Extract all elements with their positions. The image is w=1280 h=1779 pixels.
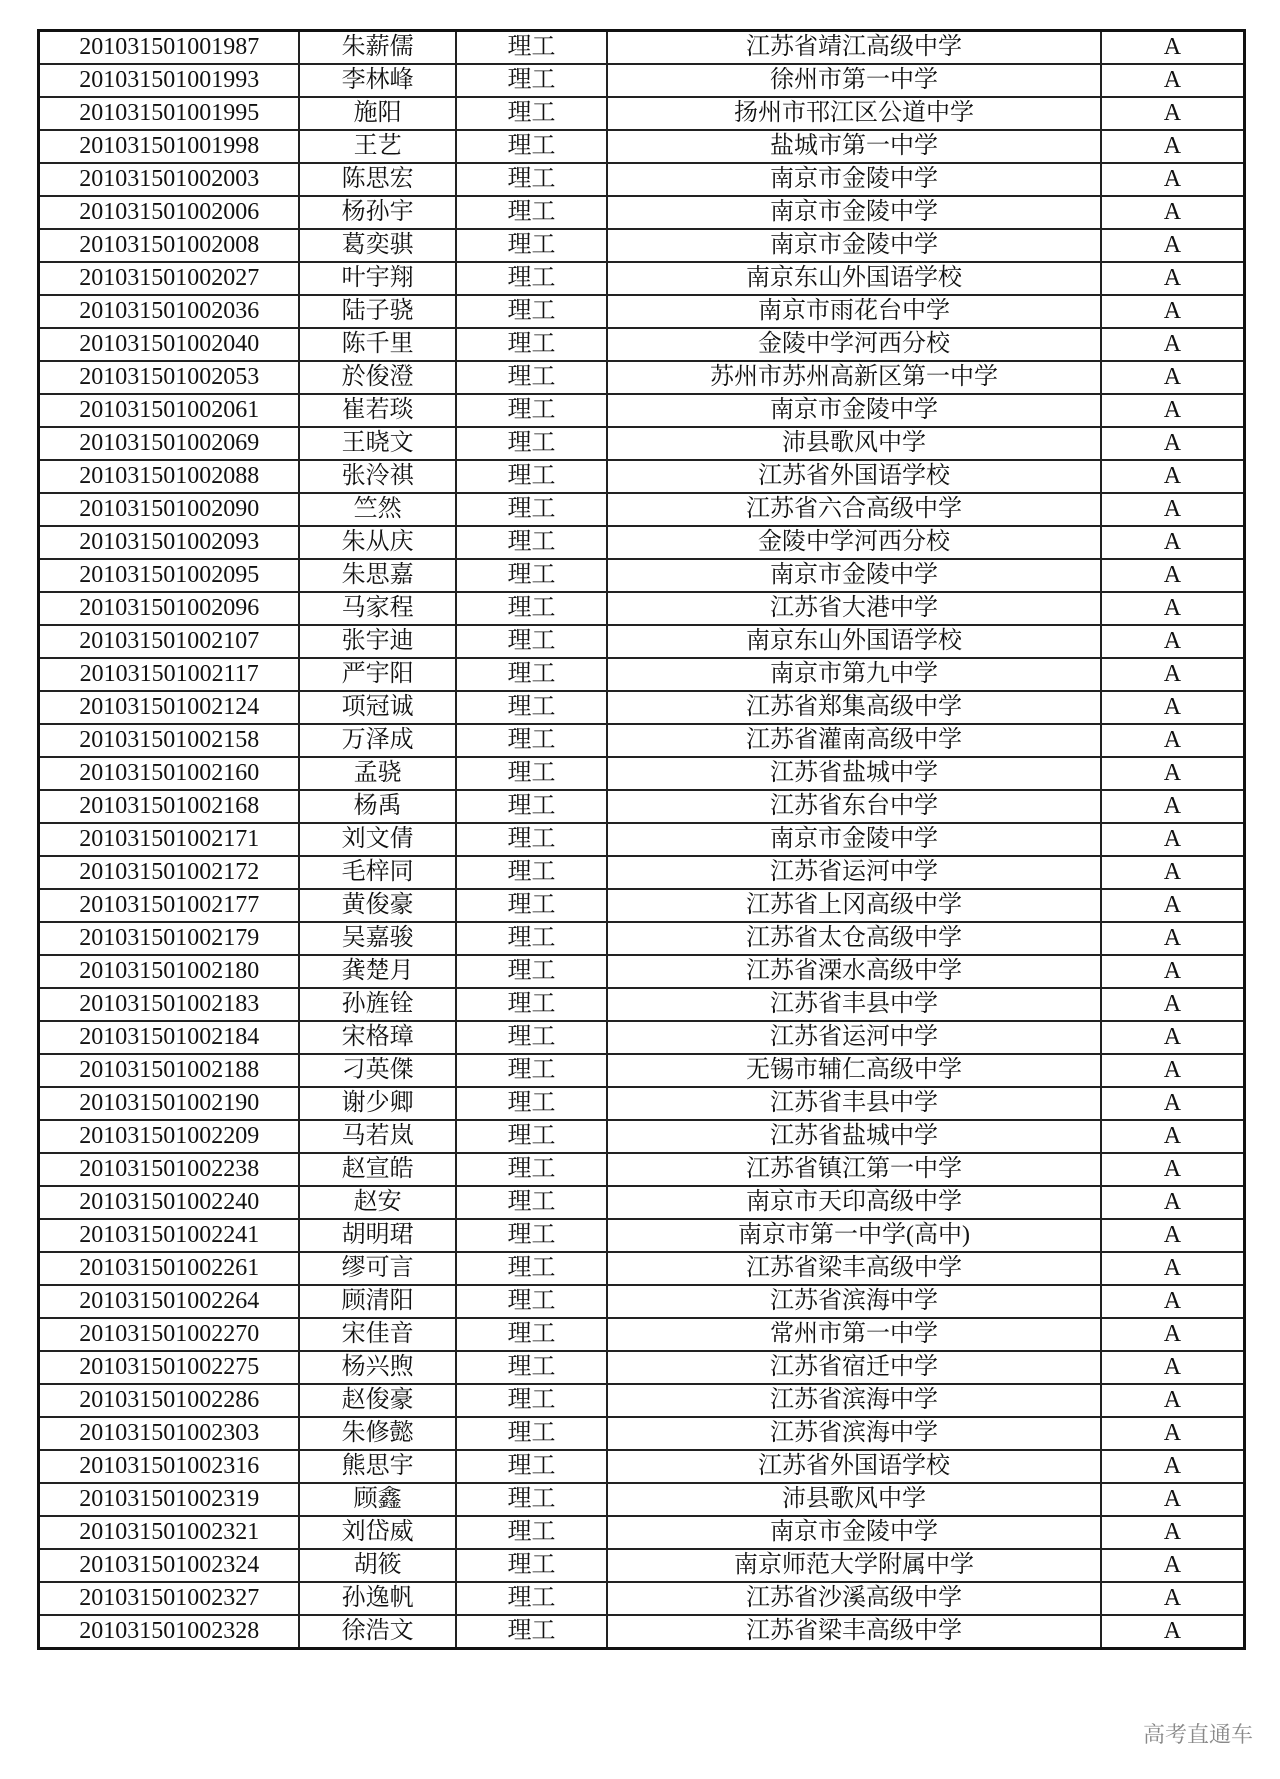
table-row <box>39 1318 1245 1351</box>
school-cell: 江苏省宿迁中学 <box>607 1351 1101 1384</box>
grade-cell: A <box>1101 1087 1245 1120</box>
student-name-cell: 孟骁 <box>299 757 455 790</box>
exam-id-cell: 201031501002241 <box>39 1219 300 1252</box>
table-row <box>39 922 1245 955</box>
grade-cell: A <box>1101 1186 1245 1219</box>
grade-cell: A <box>1101 1384 1245 1417</box>
table-row <box>39 625 1245 658</box>
school-cell: 江苏省滨海中学 <box>607 1384 1101 1417</box>
table-row <box>39 130 1245 163</box>
category-cell: 理工 <box>456 1516 607 1549</box>
table-row <box>39 856 1245 889</box>
grade-cell: A <box>1101 64 1245 97</box>
school-cell: 南京市金陵中学 <box>607 1516 1101 1549</box>
exam-id-cell: 201031501002328 <box>39 1615 300 1649</box>
exam-id-cell: 201031501002088 <box>39 460 300 493</box>
exam-id-cell: 201031501001995 <box>39 97 300 130</box>
grade-cell: A <box>1101 592 1245 625</box>
school-cell: 江苏省外国语学校 <box>607 1450 1101 1483</box>
category-cell: 理工 <box>456 1450 607 1483</box>
school-cell: 南京东山外国语学校 <box>607 625 1101 658</box>
student-name-cell: 王艺 <box>299 130 455 163</box>
grade-cell: A <box>1101 97 1245 130</box>
exam-id-cell: 201031501002090 <box>39 493 300 526</box>
category-cell: 理工 <box>456 1351 607 1384</box>
student-name-cell: 熊思宇 <box>299 1450 455 1483</box>
category-cell: 理工 <box>456 988 607 1021</box>
exam-id-cell: 201031501002184 <box>39 1021 300 1054</box>
exam-id-cell: 201031501002095 <box>39 559 300 592</box>
student-name-cell: 万泽成 <box>299 724 455 757</box>
school-cell: 南京市金陵中学 <box>607 823 1101 856</box>
grade-cell: A <box>1101 1219 1245 1252</box>
table-row <box>39 1120 1245 1153</box>
grade-cell: A <box>1101 1549 1245 1582</box>
category-cell: 理工 <box>456 1087 607 1120</box>
category-cell: 理工 <box>456 691 607 724</box>
category-cell: 理工 <box>456 1483 607 1516</box>
grade-cell: A <box>1101 691 1245 724</box>
grade-cell: A <box>1101 889 1245 922</box>
table-row <box>39 361 1245 394</box>
exam-id-cell: 201031501002327 <box>39 1582 300 1615</box>
exam-id-cell: 201031501002093 <box>39 526 300 559</box>
student-name-cell: 陈千里 <box>299 328 455 361</box>
category-cell: 理工 <box>456 361 607 394</box>
category-cell: 理工 <box>456 1186 607 1219</box>
category-cell: 理工 <box>456 1285 607 1318</box>
student-name-cell: 朱思嘉 <box>299 559 455 592</box>
school-cell: 江苏省东台中学 <box>607 790 1101 823</box>
grade-cell: A <box>1101 295 1245 328</box>
category-cell: 理工 <box>456 526 607 559</box>
exam-id-cell: 201031501002180 <box>39 955 300 988</box>
table-row <box>39 31 1245 65</box>
table-row <box>39 757 1245 790</box>
table-row <box>39 592 1245 625</box>
student-name-cell: 朱从庆 <box>299 526 455 559</box>
exam-id-cell: 201031501002107 <box>39 625 300 658</box>
grade-cell: A <box>1101 163 1245 196</box>
school-cell: 常州市第一中学 <box>607 1318 1101 1351</box>
exam-id-cell: 201031501002008 <box>39 229 300 262</box>
school-cell: 江苏省上冈高级中学 <box>607 889 1101 922</box>
watermark: 高考直通车 <box>1143 1723 1254 1748</box>
table-row <box>39 1417 1245 1450</box>
student-name-cell: 竺然 <box>299 493 455 526</box>
exam-id-cell: 201031501002238 <box>39 1153 300 1186</box>
school-cell: 盐城市第一中学 <box>607 130 1101 163</box>
category-cell: 理工 <box>456 130 607 163</box>
exam-id-cell: 201031501002179 <box>39 922 300 955</box>
category-cell: 理工 <box>456 658 607 691</box>
student-name-cell: 宋格璋 <box>299 1021 455 1054</box>
grade-cell: A <box>1101 1483 1245 1516</box>
student-name-cell: 胡明珺 <box>299 1219 455 1252</box>
table-row <box>39 493 1245 526</box>
table-row <box>39 229 1245 262</box>
grade-cell: A <box>1101 328 1245 361</box>
category-cell: 理工 <box>456 1120 607 1153</box>
school-cell: 苏州市苏州高新区第一中学 <box>607 361 1101 394</box>
category-cell: 理工 <box>456 559 607 592</box>
student-name-cell: 葛奕骐 <box>299 229 455 262</box>
student-name-cell: 马家程 <box>299 592 455 625</box>
grade-cell: A <box>1101 394 1245 427</box>
school-cell: 江苏省梁丰高级中学 <box>607 1252 1101 1285</box>
category-cell: 理工 <box>456 64 607 97</box>
table-row <box>39 724 1245 757</box>
school-cell: 无锡市辅仁高级中学 <box>607 1054 1101 1087</box>
school-cell: 江苏省盐城中学 <box>607 1120 1101 1153</box>
grade-cell: A <box>1101 427 1245 460</box>
school-cell: 江苏省太仓高级中学 <box>607 922 1101 955</box>
exam-id-cell: 201031501002124 <box>39 691 300 724</box>
table-row <box>39 1153 1245 1186</box>
student-name-cell: 吴嘉骏 <box>299 922 455 955</box>
student-name-cell: 王晓文 <box>299 427 455 460</box>
exam-id-cell: 201031501002240 <box>39 1186 300 1219</box>
school-cell: 江苏省外国语学校 <box>607 460 1101 493</box>
table-row <box>39 1516 1245 1549</box>
category-cell: 理工 <box>456 493 607 526</box>
exam-id-cell: 201031501002040 <box>39 328 300 361</box>
grade-cell: A <box>1101 262 1245 295</box>
table-row <box>39 163 1245 196</box>
school-cell: 江苏省郑集高级中学 <box>607 691 1101 724</box>
grade-cell: A <box>1101 790 1245 823</box>
student-name-cell: 杨兴煦 <box>299 1351 455 1384</box>
student-name-cell: 刁英傑 <box>299 1054 455 1087</box>
grade-cell: A <box>1101 31 1245 65</box>
category-cell: 理工 <box>456 97 607 130</box>
category-cell: 理工 <box>456 625 607 658</box>
student-name-cell: 孙逸帆 <box>299 1582 455 1615</box>
school-cell: 江苏省镇江第一中学 <box>607 1153 1101 1186</box>
exam-id-cell: 201031501002117 <box>39 658 300 691</box>
exam-id-cell: 201031501002316 <box>39 1450 300 1483</box>
table-row <box>39 526 1245 559</box>
school-cell: 南京市金陵中学 <box>607 163 1101 196</box>
school-cell: 江苏省运河中学 <box>607 856 1101 889</box>
table-row <box>39 1087 1245 1120</box>
grade-cell: A <box>1101 1252 1245 1285</box>
exam-id-cell: 201031501002321 <box>39 1516 300 1549</box>
table-row <box>39 460 1245 493</box>
grade-cell: A <box>1101 1417 1245 1450</box>
exam-id-cell: 201031501002172 <box>39 856 300 889</box>
category-cell: 理工 <box>456 1384 607 1417</box>
table-row <box>39 196 1245 229</box>
student-name-cell: 於俊澄 <box>299 361 455 394</box>
school-cell: 江苏省梁丰高级中学 <box>607 1615 1101 1649</box>
grade-cell: A <box>1101 922 1245 955</box>
student-name-cell: 陈思宏 <box>299 163 455 196</box>
table-row <box>39 889 1245 922</box>
exam-id-cell: 201031501002303 <box>39 1417 300 1450</box>
grade-cell: A <box>1101 1120 1245 1153</box>
category-cell: 理工 <box>456 229 607 262</box>
category-cell: 理工 <box>456 295 607 328</box>
grade-cell: A <box>1101 229 1245 262</box>
student-name-cell: 杨孙宇 <box>299 196 455 229</box>
category-cell: 理工 <box>456 1318 607 1351</box>
student-name-cell: 叶宇翔 <box>299 262 455 295</box>
category-cell: 理工 <box>456 955 607 988</box>
table-row <box>39 295 1245 328</box>
exam-id-cell: 201031501002270 <box>39 1318 300 1351</box>
exam-id-cell: 201031501002264 <box>39 1285 300 1318</box>
exam-id-cell: 201031501002096 <box>39 592 300 625</box>
grade-cell: A <box>1101 988 1245 1021</box>
category-cell: 理工 <box>456 823 607 856</box>
category-cell: 理工 <box>456 1615 607 1649</box>
grade-cell: A <box>1101 757 1245 790</box>
student-name-cell: 项冠诚 <box>299 691 455 724</box>
table-row <box>39 988 1245 1021</box>
student-name-cell: 赵俊豪 <box>299 1384 455 1417</box>
student-name-cell: 毛梓同 <box>299 856 455 889</box>
exam-id-cell: 201031501002160 <box>39 757 300 790</box>
grade-cell: A <box>1101 1153 1245 1186</box>
exam-id-cell: 201031501002061 <box>39 394 300 427</box>
student-name-cell: 朱修懿 <box>299 1417 455 1450</box>
grade-cell: A <box>1101 724 1245 757</box>
school-cell: 金陵中学河西分校 <box>607 526 1101 559</box>
student-name-cell: 缪可言 <box>299 1252 455 1285</box>
student-name-cell: 严宇阳 <box>299 658 455 691</box>
exam-id-cell: 201031501002190 <box>39 1087 300 1120</box>
category-cell: 理工 <box>456 757 607 790</box>
grade-cell: A <box>1101 1351 1245 1384</box>
school-cell: 南京东山外国语学校 <box>607 262 1101 295</box>
student-name-cell: 刘岱威 <box>299 1516 455 1549</box>
exam-id-cell: 201031501002286 <box>39 1384 300 1417</box>
exam-id-cell: 201031501002261 <box>39 1252 300 1285</box>
student-name-cell: 张泠祺 <box>299 460 455 493</box>
exam-id-cell: 201031501002069 <box>39 427 300 460</box>
exam-id-cell: 201031501002275 <box>39 1351 300 1384</box>
category-cell: 理工 <box>456 1021 607 1054</box>
exam-id-cell: 201031501002177 <box>39 889 300 922</box>
grade-cell: A <box>1101 493 1245 526</box>
table-row <box>39 559 1245 592</box>
school-cell: 江苏省溧水高级中学 <box>607 955 1101 988</box>
grade-cell: A <box>1101 856 1245 889</box>
exam-id-cell: 201031501001993 <box>39 64 300 97</box>
student-name-cell: 顾鑫 <box>299 1483 455 1516</box>
table-row <box>39 1351 1245 1384</box>
table-row <box>39 1252 1245 1285</box>
school-cell: 江苏省滨海中学 <box>607 1417 1101 1450</box>
table-row <box>39 1054 1245 1087</box>
grade-cell: A <box>1101 1582 1245 1615</box>
exam-id-cell: 201031501002171 <box>39 823 300 856</box>
category-cell: 理工 <box>456 1417 607 1450</box>
exam-id-cell: 201031501001987 <box>39 31 300 65</box>
table-row <box>39 1549 1245 1582</box>
grade-cell: A <box>1101 460 1245 493</box>
grade-cell: A <box>1101 658 1245 691</box>
category-cell: 理工 <box>456 262 607 295</box>
exam-id-cell: 201031501002053 <box>39 361 300 394</box>
category-cell: 理工 <box>456 1582 607 1615</box>
school-cell: 南京市雨花台中学 <box>607 295 1101 328</box>
school-cell: 南京市第九中学 <box>607 658 1101 691</box>
student-name-cell: 赵宣皓 <box>299 1153 455 1186</box>
category-cell: 理工 <box>456 856 607 889</box>
grade-cell: A <box>1101 1516 1245 1549</box>
exam-id-cell: 201031501002183 <box>39 988 300 1021</box>
table-row <box>39 823 1245 856</box>
student-name-cell: 朱薪儒 <box>299 31 455 65</box>
student-name-cell: 赵安 <box>299 1186 455 1219</box>
grade-cell: A <box>1101 625 1245 658</box>
exam-id-cell: 201031501002036 <box>39 295 300 328</box>
student-name-cell: 张宇迪 <box>299 625 455 658</box>
school-cell: 江苏省灌南高级中学 <box>607 724 1101 757</box>
category-cell: 理工 <box>456 427 607 460</box>
school-cell: 江苏省沙溪高级中学 <box>607 1582 1101 1615</box>
table-row <box>39 691 1245 724</box>
grade-cell: A <box>1101 1021 1245 1054</box>
grade-cell: A <box>1101 1450 1245 1483</box>
student-name-cell: 崔若琰 <box>299 394 455 427</box>
table-row <box>39 1615 1245 1649</box>
category-cell: 理工 <box>456 1549 607 1582</box>
table-row <box>39 790 1245 823</box>
student-name-cell: 黄俊豪 <box>299 889 455 922</box>
school-cell: 南京市金陵中学 <box>607 559 1101 592</box>
exam-id-cell: 201031501002324 <box>39 1549 300 1582</box>
school-cell: 江苏省盐城中学 <box>607 757 1101 790</box>
student-name-cell: 龚楚月 <box>299 955 455 988</box>
exam-id-cell: 201031501002003 <box>39 163 300 196</box>
category-cell: 理工 <box>456 1252 607 1285</box>
category-cell: 理工 <box>456 196 607 229</box>
student-name-cell: 孙旌铨 <box>299 988 455 1021</box>
school-cell: 江苏省丰县中学 <box>607 1087 1101 1120</box>
table-row <box>39 394 1245 427</box>
school-cell: 江苏省大港中学 <box>607 592 1101 625</box>
category-cell: 理工 <box>456 1153 607 1186</box>
category-cell: 理工 <box>456 592 607 625</box>
student-name-cell: 徐浩文 <box>299 1615 455 1649</box>
student-name-cell: 刘文倩 <box>299 823 455 856</box>
school-cell: 扬州市邗江区公道中学 <box>607 97 1101 130</box>
category-cell: 理工 <box>456 31 607 65</box>
table-row <box>39 1450 1245 1483</box>
school-cell: 南京市金陵中学 <box>607 394 1101 427</box>
table-row <box>39 1186 1245 1219</box>
table-row <box>39 328 1245 361</box>
school-cell: 南京市第一中学(高中) <box>607 1219 1101 1252</box>
table-row <box>39 1582 1245 1615</box>
exam-id-cell: 201031501002158 <box>39 724 300 757</box>
category-cell: 理工 <box>456 922 607 955</box>
exam-id-cell: 201031501002319 <box>39 1483 300 1516</box>
school-cell: 徐州市第一中学 <box>607 64 1101 97</box>
category-cell: 理工 <box>456 460 607 493</box>
grade-cell: A <box>1101 526 1245 559</box>
school-cell: 南京市金陵中学 <box>607 196 1101 229</box>
table-row <box>39 658 1245 691</box>
student-name-cell: 胡筱 <box>299 1549 455 1582</box>
table-row <box>39 1021 1245 1054</box>
student-name-cell: 陆子骁 <box>299 295 455 328</box>
grade-cell: A <box>1101 1318 1245 1351</box>
table-row <box>39 1219 1245 1252</box>
table-row <box>39 427 1245 460</box>
category-cell: 理工 <box>456 328 607 361</box>
category-cell: 理工 <box>456 163 607 196</box>
category-cell: 理工 <box>456 724 607 757</box>
category-cell: 理工 <box>456 1219 607 1252</box>
grade-cell: A <box>1101 1054 1245 1087</box>
table-row <box>39 1483 1245 1516</box>
exam-id-cell: 201031501002006 <box>39 196 300 229</box>
table-row <box>39 64 1245 97</box>
category-cell: 理工 <box>456 790 607 823</box>
category-cell: 理工 <box>456 889 607 922</box>
student-name-cell: 杨禹 <box>299 790 455 823</box>
student-name-cell: 马若岚 <box>299 1120 455 1153</box>
school-cell: 南京市天印高级中学 <box>607 1186 1101 1219</box>
student-name-cell: 宋佳音 <box>299 1318 455 1351</box>
exam-id-cell: 201031501002027 <box>39 262 300 295</box>
grade-cell: A <box>1101 823 1245 856</box>
school-cell: 江苏省靖江高级中学 <box>607 31 1101 65</box>
table-row <box>39 97 1245 130</box>
grade-cell: A <box>1101 1615 1245 1649</box>
grade-cell: A <box>1101 130 1245 163</box>
grade-cell: A <box>1101 559 1245 592</box>
grade-cell: A <box>1101 361 1245 394</box>
school-cell: 沛县歌风中学 <box>607 427 1101 460</box>
grade-cell: A <box>1101 196 1245 229</box>
exam-id-cell: 201031501001998 <box>39 130 300 163</box>
student-name-cell: 施阳 <box>299 97 455 130</box>
school-cell: 江苏省六合高级中学 <box>607 493 1101 526</box>
school-cell: 江苏省滨海中学 <box>607 1285 1101 1318</box>
student-name-cell: 李林峰 <box>299 64 455 97</box>
school-cell: 江苏省运河中学 <box>607 1021 1101 1054</box>
school-cell: 沛县歌风中学 <box>607 1483 1101 1516</box>
grade-cell: A <box>1101 1285 1245 1318</box>
table-row <box>39 955 1245 988</box>
school-cell: 金陵中学河西分校 <box>607 328 1101 361</box>
school-cell: 南京市金陵中学 <box>607 229 1101 262</box>
student-name-cell: 顾清阳 <box>299 1285 455 1318</box>
table-row <box>39 1384 1245 1417</box>
grade-cell: A <box>1101 955 1245 988</box>
school-cell: 江苏省丰县中学 <box>607 988 1101 1021</box>
table-row <box>39 262 1245 295</box>
student-name-cell: 谢少卿 <box>299 1087 455 1120</box>
exam-id-cell: 201031501002168 <box>39 790 300 823</box>
school-cell: 南京师范大学附属中学 <box>607 1549 1101 1582</box>
exam-id-cell: 201031501002209 <box>39 1120 300 1153</box>
category-cell: 理工 <box>456 394 607 427</box>
category-cell: 理工 <box>456 1054 607 1087</box>
exam-id-cell: 201031501002188 <box>39 1054 300 1087</box>
table-row <box>39 1285 1245 1318</box>
admission-list-table <box>37 29 1246 1650</box>
